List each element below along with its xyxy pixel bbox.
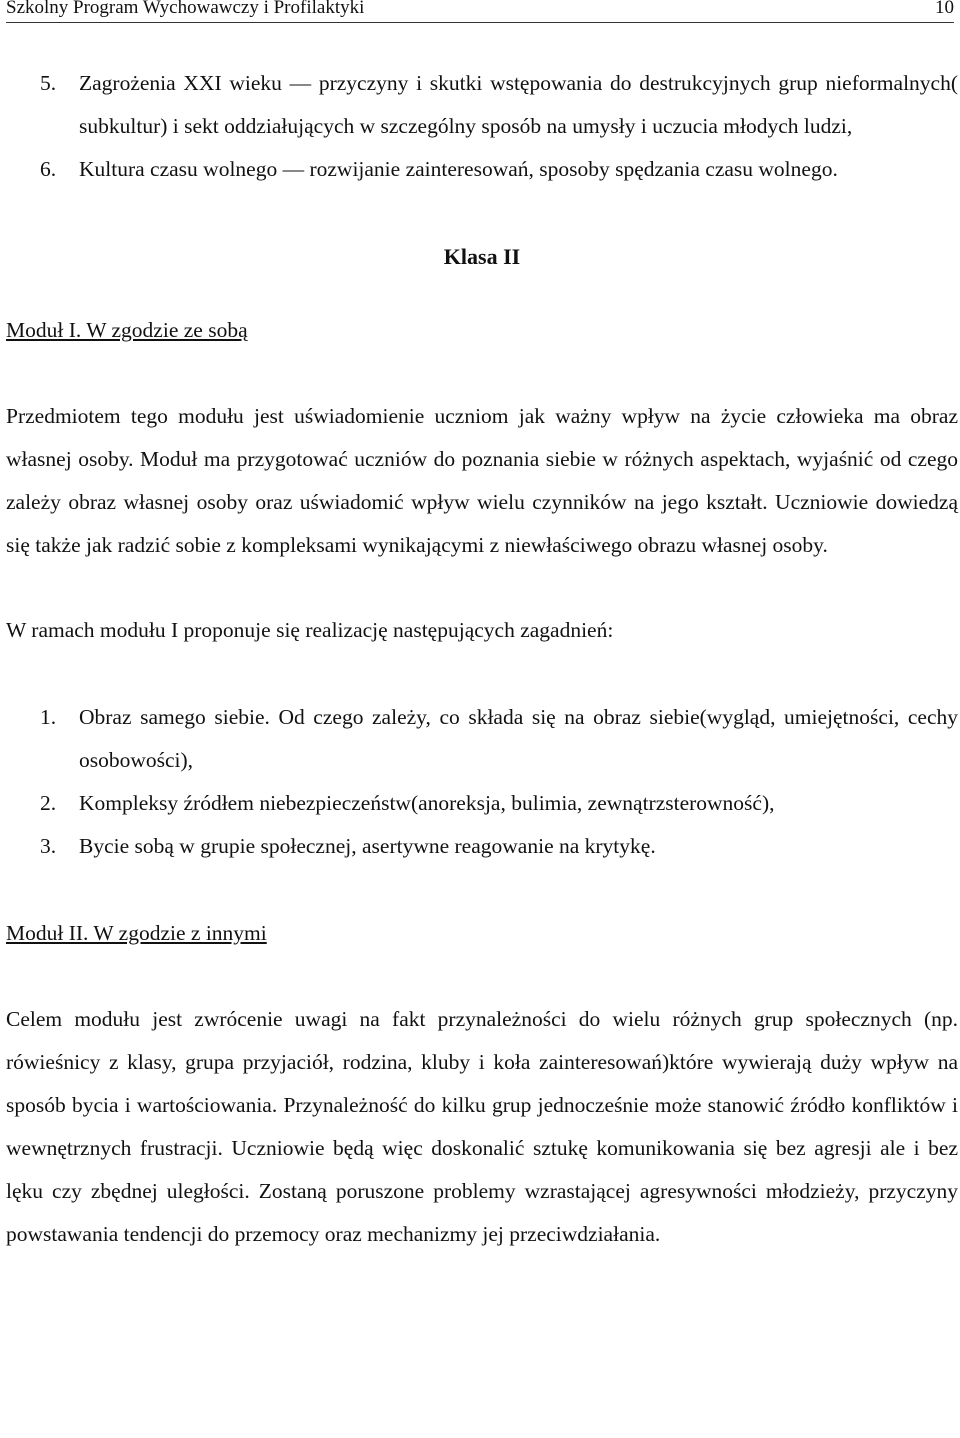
item-number: 1. — [40, 705, 57, 729]
module-1-title: Moduł I. W zgodzie ze sobą — [6, 318, 248, 342]
list-item — [6, 782, 958, 825]
module-1-intro: W ramach modułu I proponuje się realizację następujących zagadnień: — [6, 618, 614, 642]
document-body — [6, 62, 958, 1256]
item-number: 2. — [40, 791, 57, 815]
item-text: Zagrożenia XXI wieku — przyczyny i skutki wstępowania do destrukcyjnych grup nieformalnych( subkultur) i sekt oddziałujących w szczególny sposób na umysły i uczucia młodych ludzi, — [79, 71, 958, 138]
module-1-description: Przedmiotem tego modułu jest uświadomienie uczniom jak ważny wpływ na życie człowieka ma obraz własnej osoby. Moduł ma przygotować uczniów do poznania siebie w różnych aspektach, wyjaśnić od czego zależy obraz własnej osoby oraz uświadomić wpływ wielu czynników na jego kształt. Uczniowie dowiedzą się także jak radzić sobie z kompleksami wynikającymi z niewłaściwego obrazu własnej osoby. — [6, 404, 958, 557]
item-number: 5. — [40, 71, 57, 95]
item-text: Obraz samego siebie. Od czego zależy, co składa się na obraz siebie(wygląd, umiejętności, cechy osobowości), — [79, 705, 958, 772]
list-item — [6, 62, 958, 148]
item-text: Kultura czasu wolnego — rozwijanie zainteresowań, sposoby spędzania czasu wolnego. — [79, 157, 838, 181]
page-header — [6, 0, 954, 23]
item-text: Bycie sobą w grupie społecznej, asertywne reagowanie na krytykę. — [79, 834, 656, 858]
module-2-description: Celem modułu jest zwrócenie uwagi na fakt przynależności do wielu różnych grup społecznych (np. rówieśnicy z klasy, grupa przyjaciół, rodzina, kluby i koła zainteresowań)które wywierają duży wpływ na sposób bycia i wartościowania. Przynależność do kilku grup jednocześnie może stanowić źródło konfliktów i wewnętrznych frustracji. Uczniowie będą więc doskonalić sztukę komunikowania się bez agresji ale i bez lęku czy zbędnej uległości. Zostaną poruszone problemy wzrastającej agresywności młodzieży, przyczyny powstawania tendencji do przemocy oraz mechanizmy jej przeciwdziałania. — [6, 1007, 958, 1246]
class-heading: Klasa II — [443, 244, 521, 269]
list-item — [6, 696, 958, 782]
item-text: Kompleksy źródłem niebezpieczeństw(anoreksja, bulimia, zewnątrzsterowność), — [79, 791, 775, 815]
item-number: 3. — [40, 834, 57, 858]
item-number: 6. — [40, 157, 57, 181]
list-item — [6, 148, 958, 191]
page-number: 10 — [935, 0, 954, 18]
module-2-title: Moduł II. W zgodzie z innymi — [6, 921, 267, 945]
list-item — [6, 825, 958, 868]
document-title: Szkolny Program Wychowawczy i Profilaktyki — [6, 0, 365, 18]
